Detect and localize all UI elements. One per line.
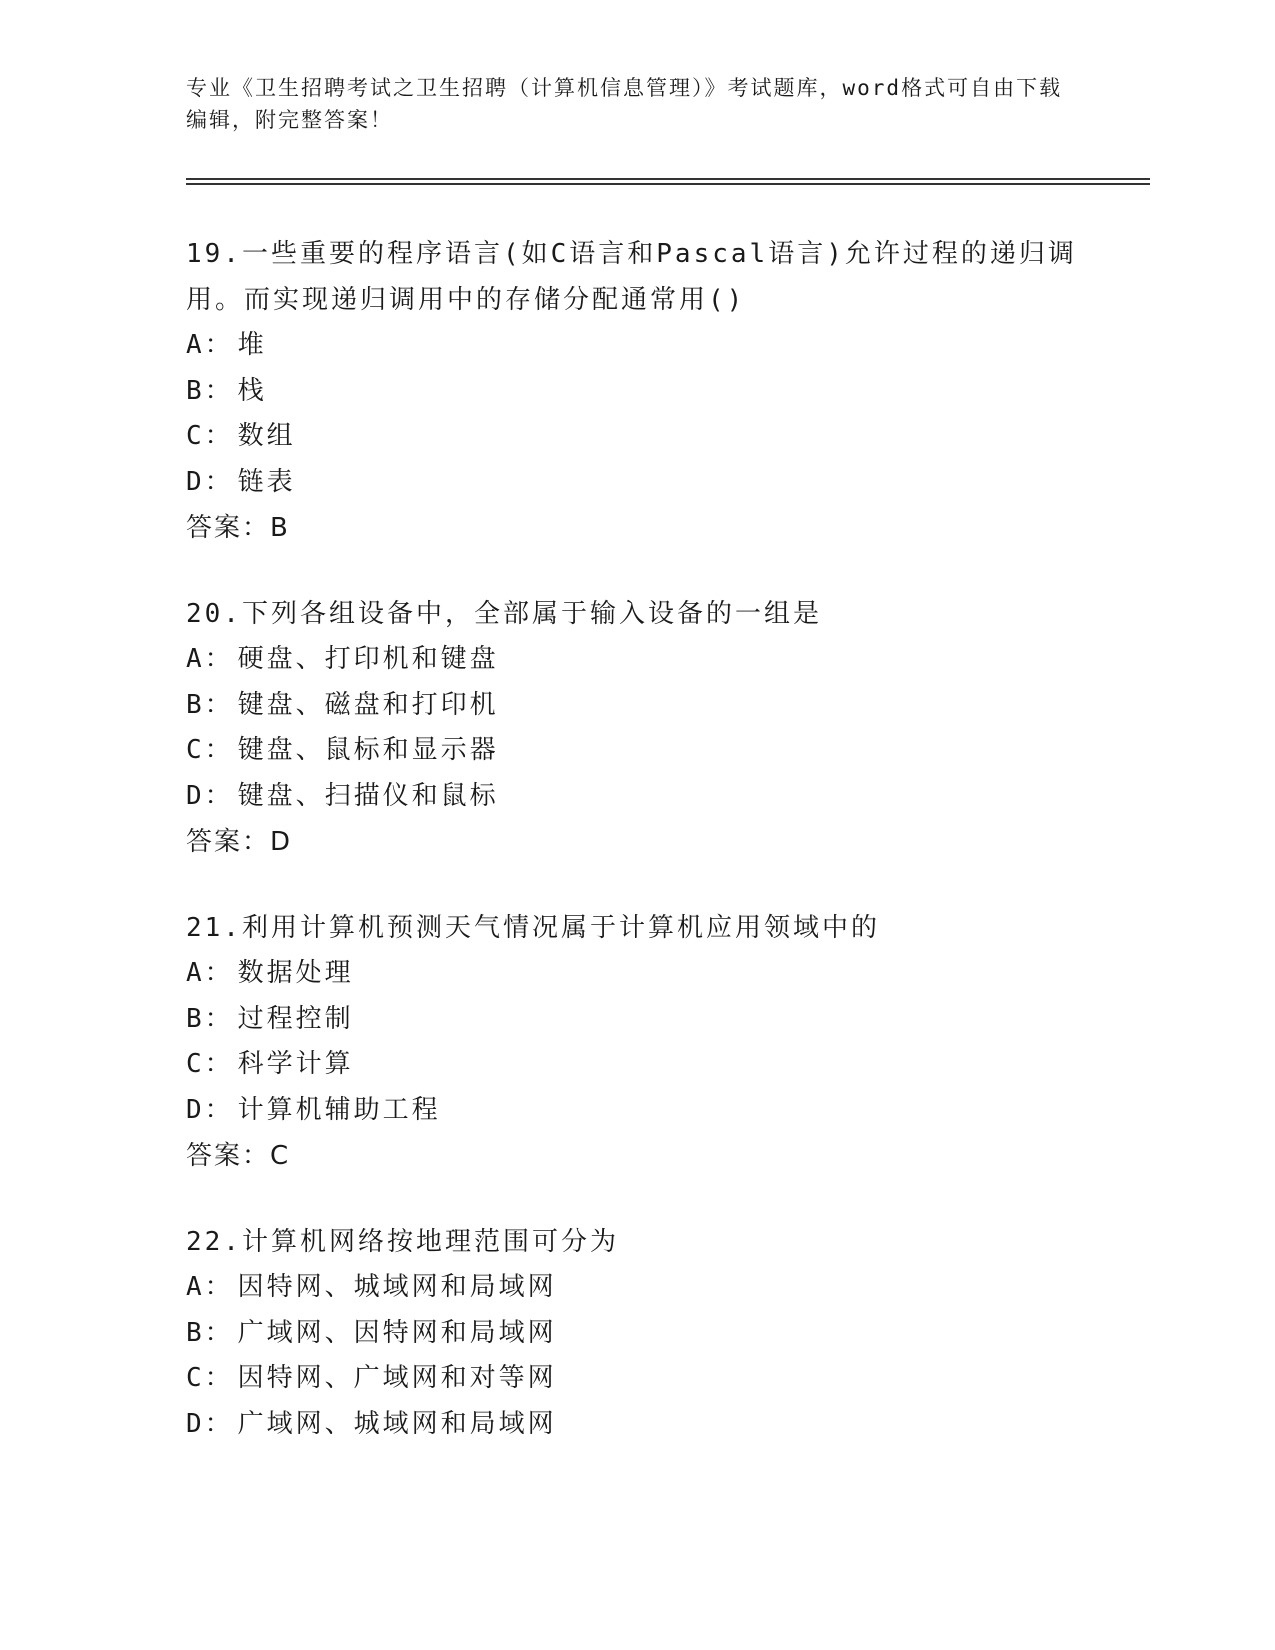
option-text: 键盘、鼠标和显示器 [237,735,499,765]
header-divider-bottom [186,183,1150,185]
option-letter: A： [186,644,234,674]
option-a [186,637,1086,683]
option-b [186,997,1086,1043]
option-letter: D： [186,466,234,497]
question-19 [186,231,1086,551]
option-text: 过程控制 [237,1003,354,1034]
question-22 [186,1219,1086,1447]
option-text: 键盘、磁盘和打印机 [237,689,499,720]
option-list [186,1265,1086,1447]
option-letter: D： [186,1408,234,1439]
question-20 [186,591,1086,865]
option-letter: C： [186,735,234,765]
option-c [186,1042,1086,1088]
option-text: 数据处理 [237,958,354,988]
option-letter: A： [186,1272,234,1302]
option-letter: A： [186,330,234,360]
option-text: 科学计算 [237,1049,354,1079]
option-list [186,951,1086,1133]
document-header: 专业《卫生招聘考试之卫生招聘（计算机信息管理）》考试题库，word格式可自由下载编辑，附完整答案！ [186,76,1063,132]
question-number: 19. [186,239,242,269]
option-b [186,1311,1086,1357]
option-letter: B： [186,689,234,720]
question-number: 21. [186,913,242,943]
option-text: 数组 [237,421,296,451]
option-d [186,1402,1086,1448]
option-c [186,728,1086,774]
option-text: 硬盘、打印机和键盘 [237,644,499,674]
question-text [186,1219,1086,1265]
option-text: 键盘、扫描仪和鼠标 [237,780,499,811]
option-letter: B： [186,1317,234,1348]
question-list [186,231,1086,1487]
answer-line: 答案：C [186,1141,291,1171]
option-text: 广域网、城域网和局域网 [237,1408,557,1439]
option-letter: A： [186,958,234,988]
option-text: 因特网、城域网和局域网 [237,1272,557,1302]
option-a [186,1265,1086,1311]
option-d [186,1088,1086,1134]
option-b [186,683,1086,729]
option-b [186,369,1086,415]
option-list [186,637,1086,819]
question-text [186,231,1086,323]
question-number: 20. [186,599,242,629]
question-stem: 一些重要的程序语言(如C语言和Pascal语言)允许过程的递归调用。而实现递归调用中的存储分配通常用() [186,239,1077,315]
option-letter: C： [186,1363,234,1393]
option-d [186,774,1086,820]
option-text: 栈 [237,375,267,406]
question-text [186,905,1086,951]
option-a [186,323,1086,369]
question-21 [186,905,1086,1179]
option-text: 计算机辅助工程 [237,1094,441,1125]
answer-line: 答案：B [186,513,290,543]
option-text: 堆 [237,330,267,360]
option-letter: D： [186,1094,234,1125]
option-letter: D： [186,780,234,811]
question-stem: 利用计算机预测天气情况属于计算机应用领域中的 [241,913,880,943]
question-number: 22. [186,1227,242,1257]
option-d [186,460,1086,506]
question-stem: 下列各组设备中，全部属于输入设备的一组是 [241,599,822,629]
question-text [186,591,1086,637]
option-letter: C： [186,1049,234,1079]
option-c [186,414,1086,460]
header-divider-top [186,178,1150,180]
option-text: 因特网、广域网和对等网 [237,1363,557,1393]
option-text: 广域网、因特网和局域网 [237,1317,557,1348]
answer-line: 答案：D [186,827,293,857]
option-text: 链表 [237,466,296,497]
question-stem: 计算机网络按地理范围可分为 [241,1227,619,1257]
option-letter: B： [186,1003,234,1034]
option-c [186,1356,1086,1402]
option-a [186,951,1086,997]
option-letter: B： [186,375,234,406]
option-list [186,323,1086,505]
option-letter: C： [186,421,234,451]
